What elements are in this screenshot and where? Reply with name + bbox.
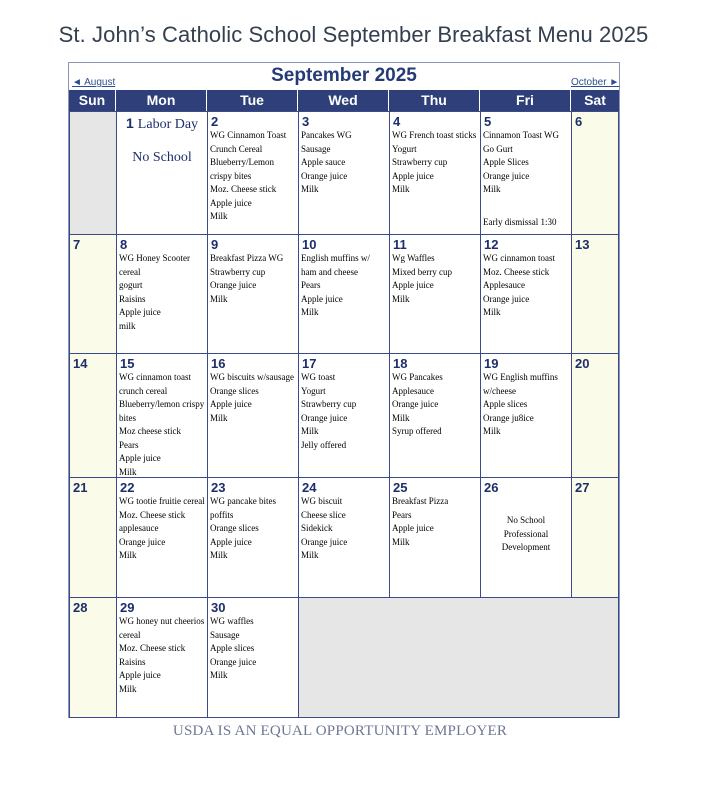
menu-item: WG pancake bites poffits — [210, 496, 276, 520]
day-number: 7 — [73, 237, 81, 252]
prev-month-link[interactable]: ◄ August — [72, 77, 116, 88]
day-cell-8 — [116, 234, 208, 354]
no-school-note — [481, 514, 571, 555]
menu-items — [301, 495, 387, 563]
menu-item: Milk — [119, 550, 137, 560]
menu-item: gogurt — [119, 280, 143, 290]
menu-item: WG Pancakes — [392, 372, 443, 382]
menu-item: Milk — [483, 184, 501, 194]
menu-items — [119, 371, 205, 478]
menu-item: Strawberry cup — [392, 157, 448, 167]
day-cell-14 — [69, 353, 117, 478]
day-number: 3 — [302, 114, 310, 129]
next-month-link[interactable]: October ► — [571, 77, 620, 88]
day-cell-5 — [480, 111, 572, 235]
menu-item: WG honey nut cheerios cereal — [119, 616, 205, 640]
day-cell-1 — [116, 111, 208, 235]
labor-day-label — [126, 115, 198, 133]
menu-item: WG Honey Scooter cereal — [119, 253, 190, 277]
day-number: 27 — [575, 480, 590, 495]
menu-item: Orange juice — [483, 170, 530, 181]
weekday-header-wed: Wed — [298, 90, 389, 111]
menu-item: Orange slices — [210, 385, 259, 396]
day-cell-4 — [389, 111, 481, 235]
menu-item: Apple Slices — [483, 157, 529, 167]
day-number: 29 — [120, 600, 135, 615]
day-number: 24 — [302, 480, 317, 495]
note-line: Professional Development — [501, 528, 551, 552]
menu-item: Orange juice — [301, 170, 348, 181]
menu-items — [483, 129, 569, 197]
weekday-header-sun: Sun — [69, 90, 116, 111]
menu-items — [392, 495, 478, 549]
menu-item: Milk — [392, 293, 410, 304]
day-number: 22 — [120, 480, 135, 495]
day-number: 28 — [73, 600, 88, 615]
day-cell-15 — [116, 353, 208, 478]
menu-item: Milk — [301, 307, 319, 317]
menu-items — [301, 371, 387, 452]
menu-item: Applesauce — [483, 280, 525, 290]
day-cell-empty-trailing — [298, 597, 619, 718]
menu-item: Milk — [119, 466, 137, 477]
menu-item: Sausage — [301, 143, 331, 154]
menu-item: Milk — [210, 211, 228, 221]
page-title: St. John’s Catholic School September Breakfast Menu 2025 — [58, 22, 649, 47]
menu-item: Orange juice — [483, 293, 530, 304]
month-title: September 2025 — [271, 65, 417, 86]
menu-item: Apple juice — [210, 536, 252, 547]
menu-item: Orange juice — [392, 399, 439, 409]
holiday-name: Labor Day — [137, 117, 199, 132]
menu-item: Milk — [210, 670, 228, 680]
menu-items — [483, 371, 569, 439]
day-number: 2 — [211, 114, 219, 129]
day-cell-10 — [298, 234, 390, 354]
menu-item: Cinnamon Toast WG — [483, 130, 560, 140]
menu-item: Mixed berry cup — [392, 266, 452, 277]
menu-item: Milk — [483, 426, 501, 436]
day-number: 8 — [120, 237, 128, 252]
menu-item: Blueberry/lemon crispy bites — [119, 399, 205, 423]
day-cell-22 — [116, 477, 208, 598]
menu-item: Milk — [392, 184, 410, 194]
menu-items — [392, 252, 478, 306]
day-cell-6 — [571, 111, 619, 235]
menu-items — [210, 615, 296, 683]
menu-item: WG cinnamon toast — [483, 253, 555, 263]
day-number: 10 — [302, 237, 317, 252]
day-cell-21 — [69, 477, 117, 598]
day-cell-26 — [480, 477, 572, 598]
menu-items — [301, 252, 387, 320]
menu-item: Apple juice — [119, 453, 161, 463]
menu-item: Moz cheese stick — [119, 426, 181, 436]
menu-item: WG English muffins w/cheese — [483, 372, 558, 396]
menu-items — [210, 495, 296, 563]
menu-item: Jelly offered — [301, 439, 347, 450]
menu-item: Orange juice — [301, 536, 348, 547]
day-cell-27 — [571, 477, 619, 598]
day-cell-23 — [207, 477, 299, 598]
weekday-header-fri: Fri — [480, 90, 571, 111]
day-number: 15 — [120, 356, 135, 371]
menu-item: Pears — [392, 509, 412, 520]
menu-item: Pancakes WG — [301, 130, 352, 140]
day-cell-12 — [480, 234, 572, 354]
menu-item: Wg Waffles — [392, 253, 435, 263]
menu-item: Pears — [301, 280, 321, 290]
menu-item: applesauce — [119, 523, 159, 533]
menu-item: Apple juice — [210, 197, 252, 208]
day-cell-18 — [389, 353, 481, 478]
day-cell-2 — [207, 111, 299, 235]
usda-footer: USDA IS AN EQUAL OPPORTUNITY EMPLOYER — [172, 723, 508, 739]
menu-item: Pears — [119, 439, 139, 450]
menu-item: Raisins — [119, 656, 146, 667]
menu-item: Apple juice — [392, 280, 434, 290]
menu-item: Moz. Cheese stick — [210, 184, 277, 194]
day-number: 4 — [393, 114, 401, 129]
menu-item: Apple juice — [210, 399, 252, 409]
weekday-header-sat: Sat — [571, 90, 619, 111]
menu-item: WG biscuits w/sausage — [210, 372, 294, 382]
menu-item: Syrup offered — [392, 426, 442, 436]
day-cell-9 — [207, 234, 299, 354]
menu-item: Milk — [301, 184, 319, 194]
menu-item: WG waffles — [210, 616, 254, 626]
menu-item: Milk — [210, 293, 228, 304]
menu-item: milk — [119, 320, 136, 331]
menu-item: Orange juice — [301, 412, 348, 423]
day-number: 9 — [211, 237, 219, 252]
menu-item: Breakfast Pizza WG — [210, 253, 284, 263]
menu-item: Apple slices — [210, 643, 255, 653]
day-number: 18 — [393, 356, 408, 371]
menu-item: Orange juice — [210, 280, 257, 290]
day-cell-3 — [298, 111, 390, 235]
menu-item: Orange slices — [210, 523, 259, 533]
day-cell-19 — [480, 353, 572, 478]
day-number: 14 — [73, 356, 88, 371]
day-cell-13 — [571, 234, 619, 354]
day-number: 6 — [575, 114, 583, 129]
day-cell-24 — [298, 477, 390, 598]
day-number: 21 — [73, 480, 88, 495]
day-cell-28 — [69, 597, 117, 718]
menu-items — [119, 495, 205, 563]
day-cell-25 — [389, 477, 481, 598]
menu-item: Yogurt — [301, 385, 326, 396]
day-number: 12 — [484, 237, 499, 252]
day-number: 25 — [393, 480, 408, 495]
weekday-header-tue: Tue — [207, 90, 298, 111]
menu-item: Moz. Cheese stick — [119, 509, 186, 520]
day-number: 13 — [575, 237, 590, 252]
menu-item: WG cinnamon toast crunch cereal — [119, 372, 191, 396]
day-number: 16 — [211, 356, 226, 371]
menu-item: Milk — [392, 412, 410, 423]
day-number: 19 — [484, 356, 499, 371]
menu-item: Milk — [301, 426, 319, 436]
day-cell-29 — [116, 597, 208, 718]
menu-item: Apple sauce — [301, 157, 346, 167]
menu-item: Orange juice — [210, 656, 257, 667]
menu-item: Blueberry/Lemon crispy bites — [210, 157, 274, 181]
no-school-note: No School — [132, 150, 192, 165]
menu-item: Sidekick — [301, 523, 333, 533]
day-cell-30 — [207, 597, 299, 718]
day-cell-17 — [298, 353, 390, 478]
day-number: 11 — [393, 237, 407, 252]
menu-item: Apple juice — [392, 170, 434, 181]
note-line: No School — [506, 515, 546, 525]
menu-item: Sausage — [210, 629, 240, 640]
menu-item: Orange ju8ice — [483, 412, 534, 423]
menu-items — [210, 252, 296, 306]
menu-item: Milk — [210, 550, 228, 560]
menu-item: Milk — [301, 550, 319, 560]
day-number: 26 — [484, 480, 499, 495]
menu-items — [210, 371, 296, 425]
menu-item: Go Gurt — [483, 143, 513, 154]
menu-item: WG tootie fruitie cereal — [119, 496, 205, 506]
menu-item: Cheese slice — [301, 509, 346, 520]
menu-item: WG Cinnamon Toast Crunch Cereal — [210, 130, 287, 154]
early-dismissal-note: Early dismissal 1:30 — [483, 217, 557, 227]
menu-item: Apple juice — [119, 307, 161, 317]
menu-item: WG French toast sticks — [392, 130, 477, 140]
day-number: 5 — [484, 114, 492, 129]
menu-item: Strawberry cup — [301, 399, 357, 409]
menu-item: Milk — [483, 307, 501, 317]
menu-item: Apple juice — [301, 293, 343, 304]
day-cell-20 — [571, 353, 619, 478]
menu-item: WG toast — [301, 372, 336, 382]
day-cell-7 — [69, 234, 117, 354]
menu-items — [392, 129, 478, 197]
menu-item: Milk — [119, 683, 137, 694]
weekday-header-mon: Mon — [116, 90, 207, 111]
menu-item: Moz. Cheese stick — [119, 643, 186, 653]
day-number: 17 — [302, 356, 317, 371]
menu-item: WG biscuit — [301, 496, 343, 506]
menu-item: Milk — [392, 536, 410, 547]
menu-item: Orange juice — [119, 536, 166, 547]
day-cell-empty — [69, 111, 117, 235]
menu-item: Breakfast Pizza — [392, 496, 449, 506]
menu-items — [119, 615, 205, 696]
menu-item: Apple juice — [392, 523, 434, 533]
menu-item: Yogurt — [392, 143, 417, 154]
menu-item: Raisins — [119, 293, 146, 304]
menu-items — [210, 129, 296, 224]
menu-item: Apple slices — [483, 399, 528, 409]
day-number: 20 — [575, 356, 590, 371]
menu-items — [301, 129, 387, 197]
menu-item: Strawberry cup — [210, 266, 266, 277]
menu-item: Applesauce — [392, 385, 434, 396]
day-number: 23 — [211, 480, 226, 495]
menu-item: English muffins w/ ham and cheese — [301, 253, 370, 277]
day-number: 1 — [126, 115, 134, 131]
day-cell-16 — [207, 353, 299, 478]
menu-items — [483, 252, 569, 320]
menu-items — [392, 371, 478, 439]
day-cell-11 — [389, 234, 481, 354]
weekday-header-thu: Thu — [389, 90, 480, 111]
day-number: 30 — [211, 600, 226, 615]
menu-item: Moz. Cheese stick — [483, 266, 550, 277]
menu-item: Apple juice — [119, 670, 161, 680]
menu-item: Milk — [210, 412, 228, 423]
menu-items — [119, 252, 205, 333]
